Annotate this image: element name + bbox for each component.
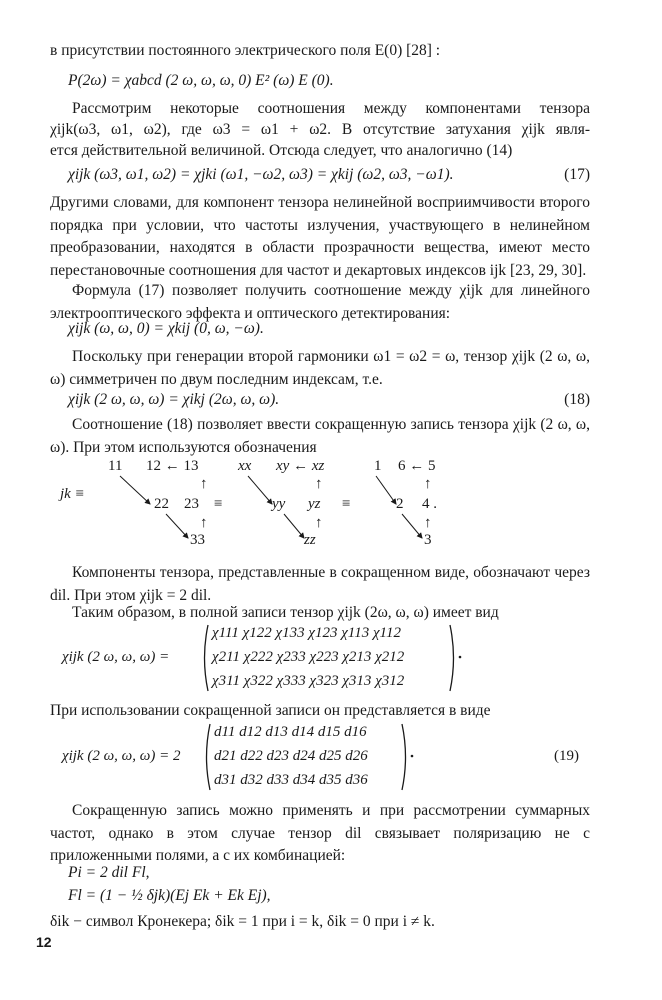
formula-fl: Fl = (1 − ½ δjk)(Ej Ek + Ek Ej), (68, 887, 271, 904)
paragraph-d-notation: Компоненты тензора, представленные в сокращенном виде, обозначают через dil. При этом χijk = 2 dil. (50, 564, 590, 604)
index-cell: ↑ (200, 476, 208, 492)
chi-lhs: χijk (2 ω, ω, ω) = (62, 649, 170, 665)
chi-matrix-row: χ211 χ222 χ233 χ223 χ213 χ212 (212, 649, 405, 665)
equiv-sign: ≡ (214, 496, 223, 512)
d-matrix-row: d31 d32 d33 d34 d35 d36 (214, 772, 368, 788)
right-paren (448, 623, 464, 693)
diagonal-arrows (50, 458, 470, 553)
right-paren (400, 722, 416, 792)
paragraph-full-form: Таким образом, в полной записи тензор χijk (2ω, ω, ω) имеет вид (72, 604, 499, 621)
left-paren (202, 722, 212, 792)
kronecker-note: δik − символ Кронекера; δik = 1 при i = k, δik = 0 при i ≠ k. (50, 913, 435, 930)
paragraph-contracted: Соотношение (18) позволяет ввести сокращенную запись тензора χijk (2 ω, ω, ω). При этом используются обозначения (50, 416, 590, 456)
index-cell: 1 (374, 458, 382, 474)
index-cell: 3 (424, 532, 432, 548)
equiv-sign: ≡ (342, 496, 351, 512)
index-cell: 2 (396, 496, 404, 512)
d-lhs: χijk (2 ω, ω, ω) = 2 (62, 748, 181, 764)
paragraph-shg: Поскольку при генерации второй гармоники ω1 = ω2 = ω, тензор χijk (2 ω, ω, ω) симметричен по двум последним индексам, т.е. (50, 348, 590, 388)
chi-matrix-row: χ311 χ322 χ333 χ323 χ313 χ312 (212, 673, 405, 689)
index-cell: yy (272, 496, 286, 512)
chi-matrix-equation (62, 623, 482, 695)
paragraph-formula17: Формула (17) позволяет получить соотношение между χijk для линейного электрооптического эффекта и оптического детектирования: (50, 282, 590, 322)
index-cell: ↑ (315, 515, 323, 531)
d-matrix-row: d11 d12 d13 d14 d15 d16 (214, 724, 367, 740)
index-cell: 11 (108, 458, 123, 474)
index-cell: yz (308, 496, 321, 512)
left-paren (200, 623, 210, 693)
equation-number-18: (18) (564, 391, 590, 408)
formula-electrooptic: χijk (ω, ω, 0) = χkij (0, ω, −ω). (68, 320, 264, 337)
text-line: Рассмотрим некоторые соотношения между компонентами тензора (72, 100, 590, 117)
index-cell: 23 (184, 496, 199, 512)
paragraph-permutation: Другими словами, для компонент тензора нелинейной восприимчивости второго порядка при условии, что частоты излучения, участвующего в нелинейном преобразовании, находятся в области прозрачности вещества, имеют место перестановочные соотношения для частот и декартовых индексов ijk [23, 29, 30]. (50, 194, 590, 279)
index-cell: 22 (154, 496, 169, 512)
paragraph-sum-freq: Сокращенную запись можно применять и при рассмотрении суммарных частот, однако в этом случае тензор dil связывает поляризацию не с приложенными полями, а с их комбинацией: (50, 802, 590, 864)
page-number: 12 (36, 934, 52, 950)
text-line: в присутствии постоянного электрического поля E(0) [28] : (50, 42, 441, 59)
index-cell: ↑ (424, 515, 432, 531)
index-cell: 33 (190, 532, 205, 548)
text-line: χijk(ω3, ω1, ω2), где ω3 = ω1 + ω2. В отсутствие затухания χijk явля- (50, 121, 590, 138)
index-cell: ↑ (424, 476, 432, 492)
equation-number-17: (17) (564, 166, 590, 183)
formula-17: χijk (ω3, ω1, ω2) = χjki (ω1, −ω2, ω3) = χkij (ω2, ω3, −ω1). (68, 166, 454, 183)
text-line: ется действительной величиной. Отсюда следует, что аналогично (14) (50, 142, 513, 159)
index-cell: ↑ (200, 515, 208, 531)
equation-number-19: (19) (554, 748, 579, 764)
paragraph-contracted-form: При использовании сокращенной записи он представляется в виде (50, 702, 491, 719)
index-cell: 4 . (422, 496, 437, 512)
d-matrix-equation (62, 722, 582, 794)
index-cell: xx (238, 458, 252, 474)
jk-label: jk ≡ (60, 486, 85, 502)
index-cell: zz (304, 532, 316, 548)
index-cell: 12 ← 13 (146, 458, 199, 474)
chi-matrix-row: χ111 χ122 χ133 χ123 χ113 χ112 (212, 625, 401, 641)
d-matrix-row: d21 d22 d23 d24 d25 d26 (214, 748, 368, 764)
index-cell: xy ← xz (276, 458, 325, 474)
formula-p2w: P(2ω) = χabcd (2 ω, ω, ω, 0) E² (ω) E (0). (68, 72, 334, 89)
index-map (50, 458, 570, 553)
formula-18: χijk (2 ω, ω, ω) = χikj (2ω, ω, ω). (68, 391, 280, 408)
index-cell: 6 ← 5 (398, 458, 436, 474)
index-cell: ↑ (315, 476, 323, 492)
formula-pi: Pi = 2 dil Fl, (68, 864, 150, 881)
